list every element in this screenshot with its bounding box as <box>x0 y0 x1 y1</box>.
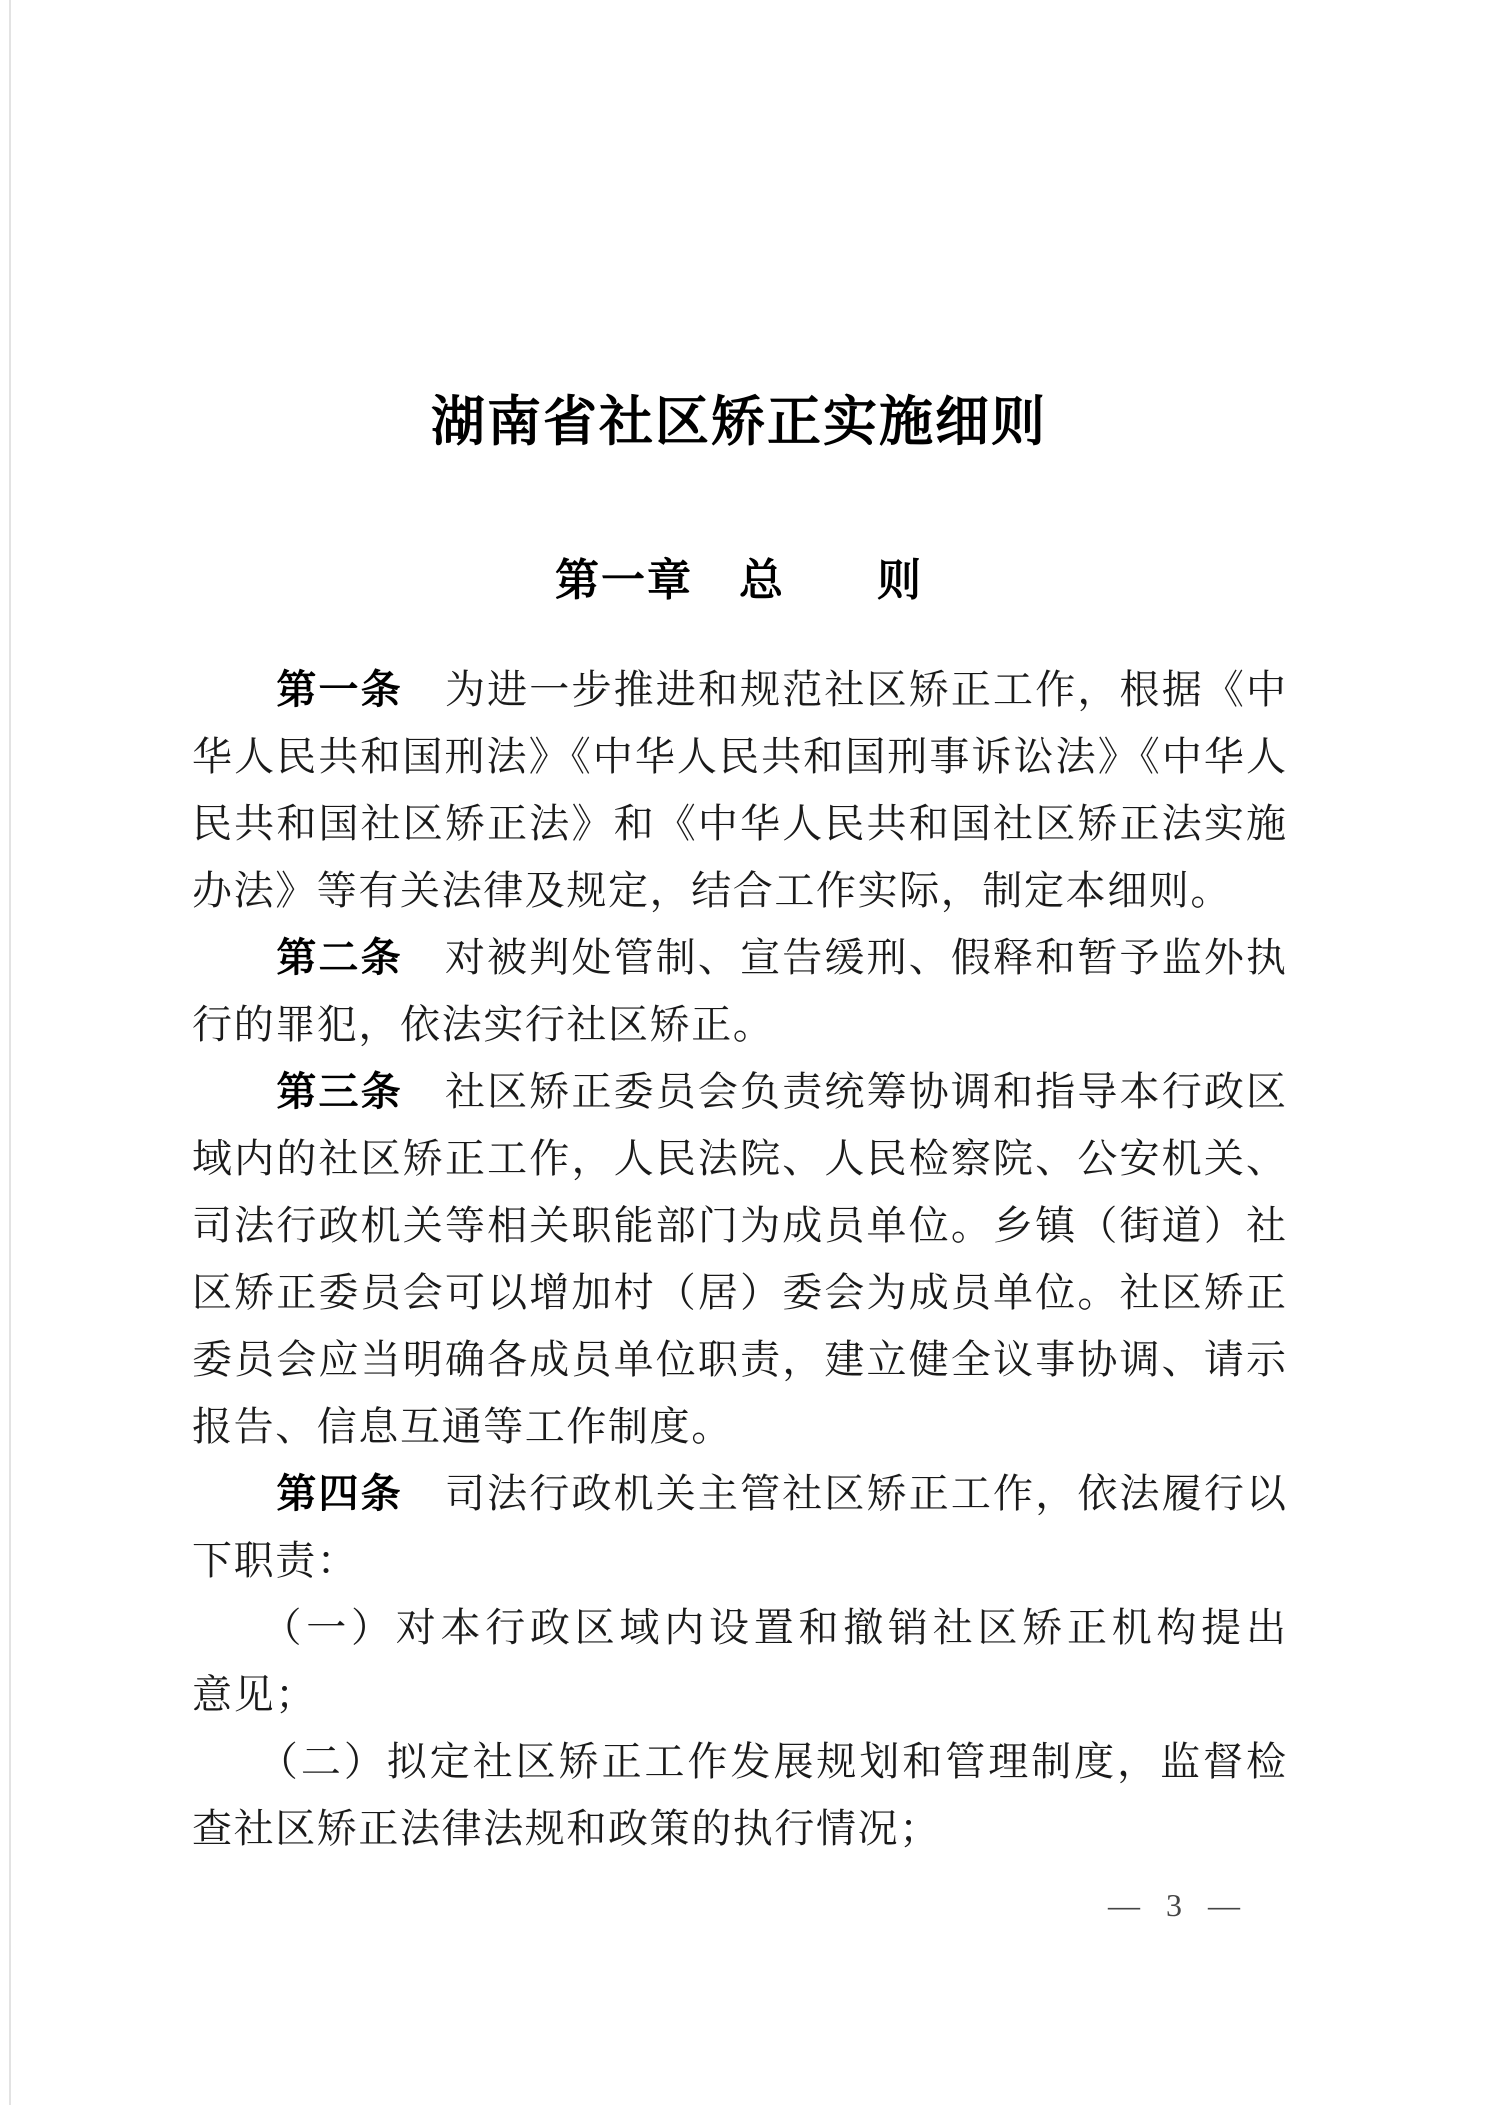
chapter-heading: 第一章 总 则 <box>555 556 923 605</box>
line-text: 意见； <box>192 1672 317 1717</box>
body-line <box>192 790 1286 857</box>
line-text: 司法行政机关主管社区矫正工作，依法履行以 <box>402 1471 1287 1516</box>
line-text: 对被判处管制、宣告缓刑、假释和暂予监外执 <box>402 935 1287 980</box>
body-line <box>192 1259 1286 1326</box>
body-line <box>192 656 1286 723</box>
body-line <box>192 1125 1286 1192</box>
article-number: 第一条 <box>192 668 403 712</box>
line-text: 民共和国社区矫正法》和《中华人民共和国社区矫正法实施 <box>192 801 1286 846</box>
body-line <box>192 1192 1286 1259</box>
line-text: 华人民共和国刑法》《中华人民共和国刑事诉讼法》《中华人 <box>192 734 1286 779</box>
line-text: 报告、信息互通等工作制度。 <box>192 1404 733 1449</box>
body-line <box>192 1058 1286 1125</box>
line-text: （一）对本行政区域内设置和撤销社区矫正机构提出 <box>192 1605 1286 1650</box>
document-title: 湖南省社区矫正实施细则 <box>431 392 1047 452</box>
article-number: 第二条 <box>192 936 403 980</box>
line-text: 行的罪犯，依法实行社区矫正。 <box>192 1002 775 1047</box>
article-number: 第四条 <box>192 1472 403 1516</box>
line-text: 社区矫正委员会负责统筹协调和指导本行政区 <box>402 1069 1287 1114</box>
line-text: 查社区矫正法律法规和政策的执行情况； <box>192 1806 941 1851</box>
body-line <box>192 991 1286 1058</box>
line-text: （二）拟定社区矫正工作发展规划和管理制度，监督检 <box>192 1739 1286 1784</box>
line-text: 下职责： <box>192 1538 359 1583</box>
line-text: 司法行政机关等相关职能部门为成员单位。乡镇（街道）社 <box>192 1203 1286 1248</box>
line-text: 为进一步推进和规范社区矫正工作，根据《中 <box>402 667 1287 712</box>
line-text: 委员会应当明确各成员单位职责，建立健全议事协调、请示 <box>192 1337 1286 1382</box>
line-text: 区矫正委员会可以增加村（居）委会为成员单位。社区矫正 <box>192 1270 1286 1315</box>
body-line <box>192 1393 1286 1460</box>
body-line <box>192 1326 1286 1393</box>
page-number: — 3 — <box>1108 1887 1249 1923</box>
body-line <box>192 857 1286 924</box>
body-line <box>192 1594 1286 1661</box>
body-text <box>192 656 1286 1862</box>
line-text: 域内的社区矫正工作，人民法院、人民检察院、公安机关、 <box>192 1136 1286 1181</box>
body-line <box>192 1460 1286 1527</box>
body-line <box>192 723 1286 790</box>
body-line <box>192 1527 1286 1594</box>
body-line <box>192 1661 1286 1728</box>
body-line <box>192 1795 1286 1862</box>
body-line <box>192 1728 1286 1795</box>
line-text: 办法》等有关法律及规定，结合工作实际，制定本细则。 <box>192 868 1232 913</box>
scan-edge-artifact <box>9 0 11 2105</box>
body-line <box>192 924 1286 991</box>
article-number: 第三条 <box>192 1070 403 1114</box>
